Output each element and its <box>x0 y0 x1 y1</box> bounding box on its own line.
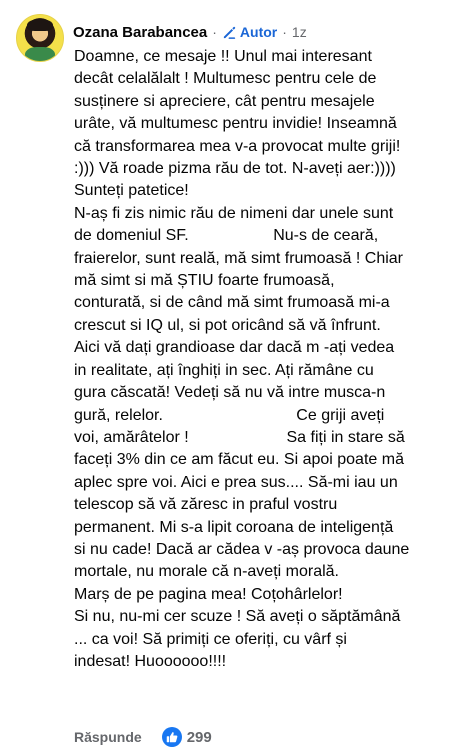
comment-line: si nu cade! Dacă ar cădea v -aș provoca daune <box>74 540 410 558</box>
comment-line: crescut si IQ ul, si pot oricând să vă înfrunt. <box>74 316 381 334</box>
author-avatar[interactable] <box>16 14 64 62</box>
comment-line: N-aș fi zis nimic rău de nimeni dar unele sunt <box>74 204 394 222</box>
avatar-hat-shape <box>27 19 53 31</box>
thumbs-up-icon <box>166 731 178 743</box>
comment-line: :))) Vă roade pizma rău de tot. N-aveți aer:)))) <box>74 160 396 178</box>
comment-line: mortale, nu morale că n-aveți morală. <box>74 563 339 581</box>
comment-line: decât celalălalt ! Multumesc pentru cele de <box>74 70 377 88</box>
like-count[interactable]: 299 <box>186 728 212 746</box>
author-badge-label: Autor <box>239 24 278 40</box>
comment-line: conturată, si de când mă simt frumoasă mi-a <box>74 294 390 312</box>
comment-line: aplec spre voi. Aici e prea sus.... Să-mi iau un <box>74 473 398 491</box>
comment-line: in realitate, ați înghiți in sec. Ați rămâne cu <box>74 361 374 379</box>
comment-line: gură, relelor. Ce griji aveți <box>74 406 385 424</box>
pencil-icon <box>222 25 237 40</box>
comment-line: ... ca voi! Să primiți ce oferiți, cu vârf și <box>74 630 347 648</box>
comment-line: indesat! Huoooooo!!!! <box>74 652 227 670</box>
comment-line: gura căscată! Vedeți să nu vă intre musca-n <box>74 384 386 402</box>
comment-footer <box>74 726 212 748</box>
comment-line: că transformarea mea v-a provocat multe griji! <box>74 137 401 155</box>
comment-header <box>73 22 307 42</box>
comment-line: urâte, vă multumesc pentru invidie! Inseamnă <box>74 115 397 133</box>
author-name[interactable]: Ozana Barabancea <box>73 23 208 41</box>
header-separator: · <box>212 24 217 40</box>
like-icon[interactable] <box>162 727 182 747</box>
comment-text <box>74 46 466 673</box>
comment-line: susținere si apreciere, cât pentru mesajele <box>74 92 375 110</box>
comment-line: Sunteți patetice! <box>74 182 189 200</box>
comment-time[interactable]: 1z <box>291 24 307 40</box>
comment-line: permanent. Mi s-a lipit coroana de inteligență <box>74 518 394 536</box>
comment-line: voi, amărâtelor ! Sa fiți in stare să <box>74 428 405 446</box>
comment-line: telescop să vă zăresc in praful vostru <box>74 496 338 514</box>
comment-line: Doamne, ce mesaje !! Unul mai interesant <box>74 48 372 65</box>
comment-line: Si nu, nu-mi cer scuze ! Să aveți o săptămână <box>74 608 401 626</box>
author-badge <box>222 24 277 40</box>
comment-line: mă simt si mă ȘTIU foarte frumoasă, <box>74 272 335 290</box>
header-separator-2: · <box>282 24 287 40</box>
comment-line: faceți 3% din ce am făcut eu. Si apoi poate mă <box>74 451 404 469</box>
reply-button[interactable]: Răspunde <box>74 729 142 745</box>
comment-line: Marș de pe pagina mea! Coțohârlelor! <box>74 585 343 603</box>
comment-line: fraierelor, sunt reală, mă simt frumoasă ! Chiar <box>74 249 404 267</box>
comment-line: de domeniul SF. Nu-s de ceară, <box>74 227 379 245</box>
avatar-dress-shape <box>25 47 55 62</box>
comment-line: Aici vă dați grandioase dar dacă m -ați vedea <box>74 339 395 357</box>
